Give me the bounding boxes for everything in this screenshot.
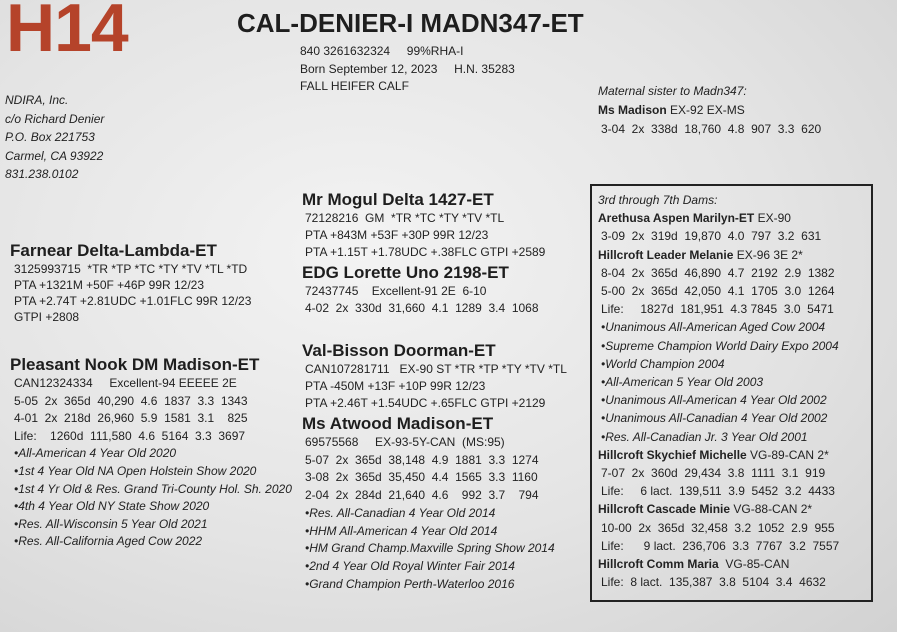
class-line: FALL HEIFER CALF [300, 79, 409, 93]
ancestor-name: Hillcroft Leader Melanie [598, 247, 734, 262]
dam-name: Pleasant Nook DM Madison-ET [10, 355, 260, 374]
maternal-sister [598, 82, 821, 139]
sire-line: GTPI +2808 [14, 310, 80, 324]
ancestor-record: Life: 1827d 181,951 4.3 7845 3.0 5471 [601, 302, 834, 317]
ancestor-classification: EX-90 [754, 211, 791, 226]
sire-line: PTA +2.74T +2.81UDC +1.01FLC 99R 12/23 [14, 294, 252, 308]
ancestor-honor: •All-American 5 Year Old 2003 [601, 375, 764, 390]
dam-dam-name: Ms Atwood Madison-ET [302, 414, 494, 433]
sire-sire-name: Mr Mogul Delta 1427-ET [302, 190, 494, 209]
maternal-sister-heading: Maternal sister to Madn347: [598, 84, 747, 98]
dams-box-heading: 3rd through 7th Dams: [598, 193, 718, 207]
dam-record: 4-01 2x 218d 26,960 5.9 1581 3.1 825 [14, 411, 248, 426]
dam-id-line: CAN12324334 Excellent-94 EEEEE 2E [14, 376, 237, 390]
dam-record: 5-05 2x 365d 40,290 4.6 1837 3.3 1343 [14, 393, 248, 408]
sire-dam-line: 4-02 2x 330d 31,660 4.1 1289 3.4 1068 [305, 301, 539, 315]
dam-sire-line: PTA -450M +13F +10P 99R 12/23 [305, 379, 486, 393]
sire-line: PTA +1321M +50F +46P 99R 12/23 [14, 278, 205, 292]
dam-dam-block [302, 413, 555, 593]
dam-honor: •Res. All-California Aged Cow 2022 [14, 534, 203, 549]
ancestor-record: 7-07 2x 360d 29,434 3.8 1111 3.1 919 [601, 466, 826, 481]
ancestor-record: Life: 9 lact. 236,706 3.3 7767 3.2 7557 [601, 538, 840, 553]
dam-dam-honor: •HHM All-American 4 Year Old 2014 [305, 523, 498, 538]
ancestor-record: Life: 8 lact. 135,387 3.8 5104 3.4 4632 [601, 575, 826, 590]
sire-dam-name: EDG Lorette Uno 2198-ET [302, 263, 509, 282]
sire-line: 3125993715 *TR *TP *TC *TY *TV *TL *TD [14, 262, 248, 276]
ancestor-title [598, 500, 839, 518]
ancestor-name: Hillcroft Skychief Michelle [598, 447, 747, 462]
maternal-sister-record: 3-04 2x 338d 18,760 4.8 907 3.3 620 [601, 122, 822, 136]
dam-honor: •1st 4 Year Old NA Open Holstein Show 2020 [14, 463, 257, 478]
dam-dam-record: 5-07 2x 365d 38,148 4.9 1881 3.3 1274 [305, 452, 539, 467]
ancestor-classification: EX-96 3E 2* [733, 247, 803, 262]
sire-sire-line: 72128216 GM *TR *TC *TY *TV *TL [305, 211, 505, 225]
ancestor-honor: •Res. All-Canadian Jr. 3 Year Old 2001 [601, 429, 808, 444]
sire-block [10, 240, 251, 325]
dam-block [10, 354, 292, 551]
ancestor-classification: VG-88-CAN 2* [730, 502, 813, 517]
owner-line: 831.238.0102 [5, 167, 79, 181]
dam-honor: •Res. All-Wisconsin 5 Year Old 2021 [14, 516, 208, 531]
maternal-sister-title [598, 101, 821, 120]
dam-dam-id-line: 69575568 EX-93-5Y-CAN (MS:95) [305, 435, 505, 449]
ancestor-name: Hillcroft Cascade Minie [598, 502, 731, 517]
ancestor-name: Arethusa Aspen Marilyn-ET [598, 211, 755, 226]
dam-dam-honor: •Grand Champion Perth-Waterloo 2016 [305, 576, 515, 591]
ancestor-honor: •Unanimous All-American Aged Cow 2004 [601, 320, 826, 335]
ancestor-record: 8-04 2x 365d 46,890 4.7 2192 2.9 1382 [601, 265, 835, 280]
ancestor-honor: •Unanimous All-Canadian 4 Year Old 2002 [601, 411, 828, 426]
dam-sire-name: Val-Bisson Doorman-ET [302, 341, 496, 360]
animal-name: CAL-DENIER-I MADN347-ET [237, 8, 584, 38]
ancestor-title [598, 446, 839, 464]
owner-line: Carmel, CA 93922 [5, 148, 104, 163]
sire-name: Farnear Delta-Lambda-ET [10, 241, 217, 260]
ancestor-record: 5-00 2x 365d 42,050 4.1 1705 3.0 1264 [601, 284, 835, 299]
sire-dam-block [302, 262, 539, 317]
maternal-sister-name: Ms Madison [598, 103, 667, 117]
sire-dam-line: 72437745 Excellent-91 2E 6-10 [305, 284, 487, 298]
dam-sire-line: PTA +2.46T +1.54UDC +.65FLC GTPI +2129 [305, 396, 546, 410]
sire-sire-line: PTA +1.15T +1.78UDC +.38FLC GTPI +2589 [305, 245, 546, 259]
dam-sire-block [302, 340, 567, 412]
animal-info [300, 43, 515, 96]
ancestor-title [598, 555, 839, 573]
ancestor-record: 10-00 2x 365d 32,458 3.2 1052 2.9 955 [601, 520, 835, 535]
dam-honor: •1st 4 Yr Old & Res. Grand Tri-County Hol. Sh. 2020 [14, 481, 292, 496]
dam-honor: •All-American 4 Year Old 2020 [14, 446, 177, 461]
ancestor-honor: •Unanimous All-American 4 Year Old 2002 [601, 393, 827, 408]
ancestor-title [598, 209, 839, 227]
ancestor-honor: •Supreme Champion World Dairy Expo 2004 [601, 338, 839, 353]
ancestor-record: 3-09 2x 319d 19,870 4.0 797 3.2 631 [601, 229, 822, 244]
dams-box-content [598, 191, 839, 591]
ancestor-name: Hillcroft Comm Maria [598, 557, 719, 572]
owner-line: c/o Richard Denier [5, 111, 105, 126]
dam-dam-record: 3-08 2x 365d 35,450 4.4 1565 3.3 1160 [305, 470, 538, 485]
ancestor-classification: VG-89-CAN 2* [746, 447, 829, 462]
ancestor-honor: •World Champion 2004 [601, 356, 725, 371]
ancestor-title [598, 246, 839, 264]
dam-honor: •4th 4 Year Old NY State Show 2020 [14, 499, 210, 514]
birth-line: Born September 12, 2023 H.N. 35283 [300, 61, 515, 76]
lot-number: H14 [6, 0, 128, 66]
dam-record: Life: 1260d 111,580 4.6 5164 3.3 3697 [14, 428, 246, 443]
dam-dam-honor: •HM Grand Champ.Maxville Spring Show 2014 [305, 541, 555, 556]
owner-line: NDIRA, Inc. [5, 93, 69, 107]
sire-sire-block [302, 189, 545, 261]
owner-block [5, 91, 104, 184]
dam-dam-honor: •Res. All-Canadian 4 Year Old 2014 [305, 505, 496, 520]
dam-dam-record: 2-04 2x 284d 21,640 4.6 992 3.7 794 [305, 488, 539, 503]
dam-sire-line: CAN107281711 EX-90 ST *TR *TP *TY *TV *TL [305, 362, 567, 376]
ancestor-classification: VG-85-CAN [718, 557, 790, 572]
maternal-sister-classification: EX-92 EX-MS [670, 103, 745, 117]
registration-line: 840 3261632324 99%RHA-I [300, 44, 464, 58]
dam-dam-honor: •2nd 4 Year Old Royal Winter Fair 2014 [305, 558, 515, 573]
ancestor-record: Life: 6 lact. 139,511 3.9 5452 3.2 4433 [601, 484, 835, 499]
sire-sire-line: PTA +843M +53F +30P 99R 12/23 [305, 228, 489, 242]
owner-line: P.O. Box 221753 [5, 130, 95, 144]
